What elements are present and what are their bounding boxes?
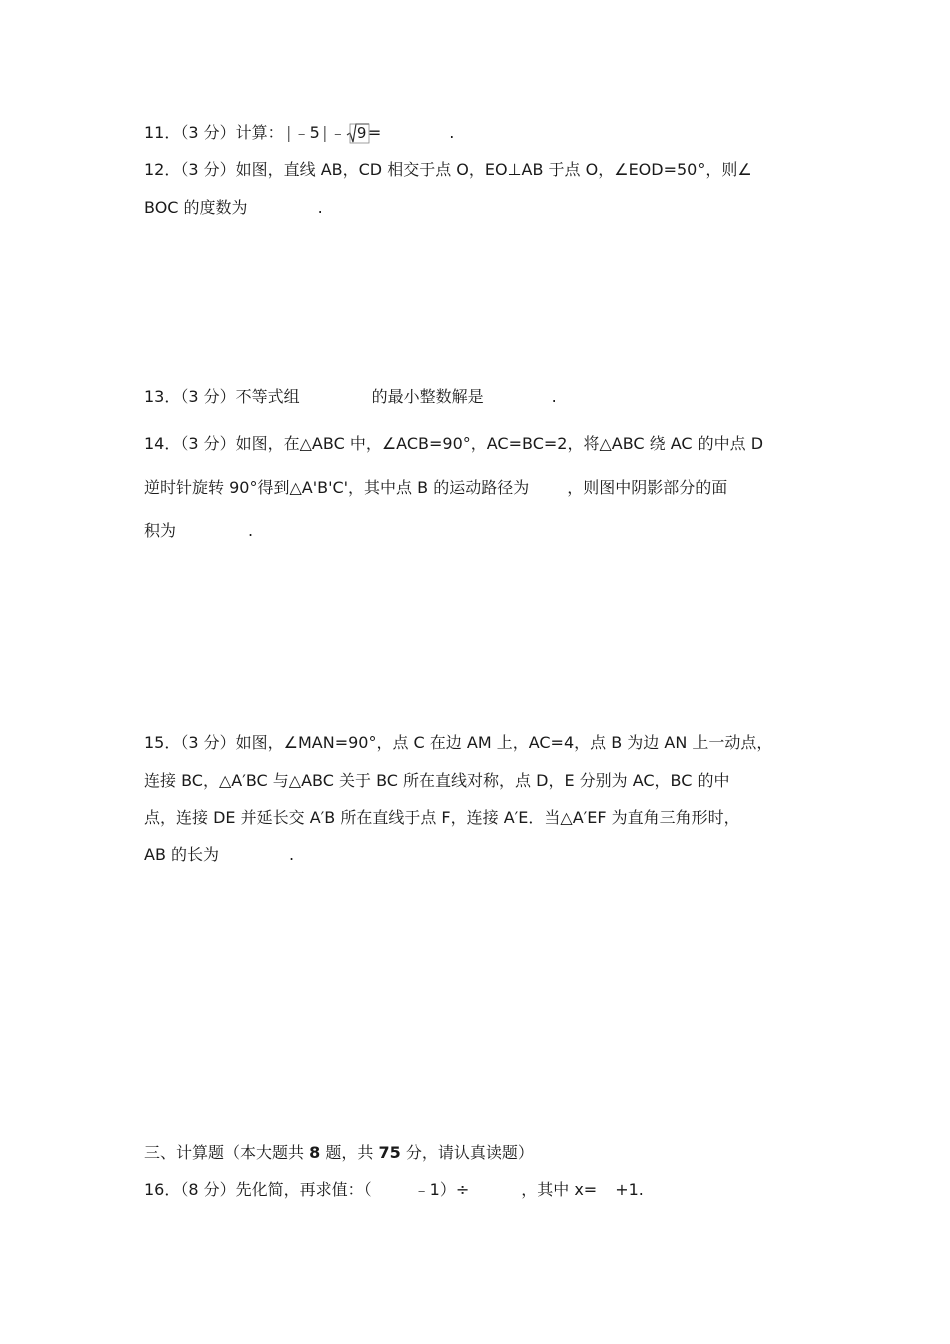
q15-text-4: AB 的长为	[144, 845, 220, 864]
q15-text-3: 点，连接 DE 并延长交 A′B 所在直线于点 F，连接 A′E．当△A′EF 为直角三角形时，	[144, 808, 740, 827]
question-14-line-1	[144, 434, 763, 454]
abs-bar-left: |	[285, 123, 292, 142]
q14-text-2a: 逆时针旋转 90°得到△A'B'C'，其中点 B 的运动路径为	[144, 478, 530, 497]
q11-prefix: 11．（3 分）计算：	[144, 123, 284, 142]
q13-end: .	[551, 387, 557, 406]
q12-text-2: BOC 的度数为	[144, 198, 248, 217]
q11-minus: ﹣	[329, 123, 346, 142]
q13-mid: 的最小整数解是	[371, 387, 484, 406]
q13-prefix: 13．（3 分）不等式组	[144, 387, 300, 406]
section3-text-3: 分，请认真读题）	[405, 1143, 534, 1162]
question-16	[144, 1180, 644, 1200]
q15-text-1: 15．（3 分）如图，∠MAN=90°，点 C 在边 AM 上，AC=4，点 B 为边 AN 上一动点，	[144, 733, 773, 752]
question-15-line-3	[144, 808, 740, 828]
q11-minus-five: ﹣5	[293, 123, 320, 142]
q16-mid: ，其中 x=	[521, 1180, 598, 1199]
q16-minus-one: ﹣1）÷	[413, 1180, 470, 1199]
abs-bar-right: |	[322, 123, 328, 142]
q16-end: +1.	[615, 1180, 644, 1199]
section3-total-points: 75	[378, 1143, 401, 1162]
q11-radicand: 9	[356, 124, 367, 142]
q14-text-3: 积为	[144, 521, 177, 540]
q15-text-2: 连接 BC，△A′BC 与△ABC 关于 BC 所在直线对称，点 D，E 分别为 AC，BC 的中	[144, 771, 730, 790]
q14-end: .	[248, 521, 254, 540]
section3-text-1: 三、计算题（本大题共	[144, 1143, 305, 1162]
q15-end: .	[289, 845, 295, 864]
q11-equals: =	[367, 123, 382, 142]
question-13	[144, 387, 557, 407]
sqrt-symbol	[346, 123, 368, 143]
question-11	[144, 123, 454, 143]
q12-end: .	[317, 198, 323, 217]
question-15-line-1	[144, 733, 772, 753]
q12-text-1: 12．（3 分）如图，直线 AB，CD 相交于点 O，EO⊥AB 于点 O，∠EOD=50°，则∠	[144, 160, 752, 179]
section3-text-2: 题，共	[325, 1143, 374, 1162]
q16-prefix: 16．（8 分）先化简，再求值：（	[144, 1180, 372, 1199]
question-14-line-2	[144, 478, 727, 498]
question-14-line-3	[144, 521, 253, 541]
q14-text-2b: ，则图中阴影部分的面	[567, 478, 728, 497]
q11-end: .	[449, 123, 455, 142]
question-15-line-4	[144, 845, 294, 865]
section3-question-count: 8	[309, 1143, 321, 1162]
section-3-heading	[144, 1143, 534, 1163]
q14-text-1: 14．（3 分）如图，在△ABC 中，∠ACB=90°，AC=BC=2，将△ABC 绕 AC 的中点 D	[144, 434, 764, 453]
question-15-line-2	[144, 771, 730, 791]
question-12-line-2	[144, 198, 323, 218]
question-12-line-1	[144, 160, 752, 180]
